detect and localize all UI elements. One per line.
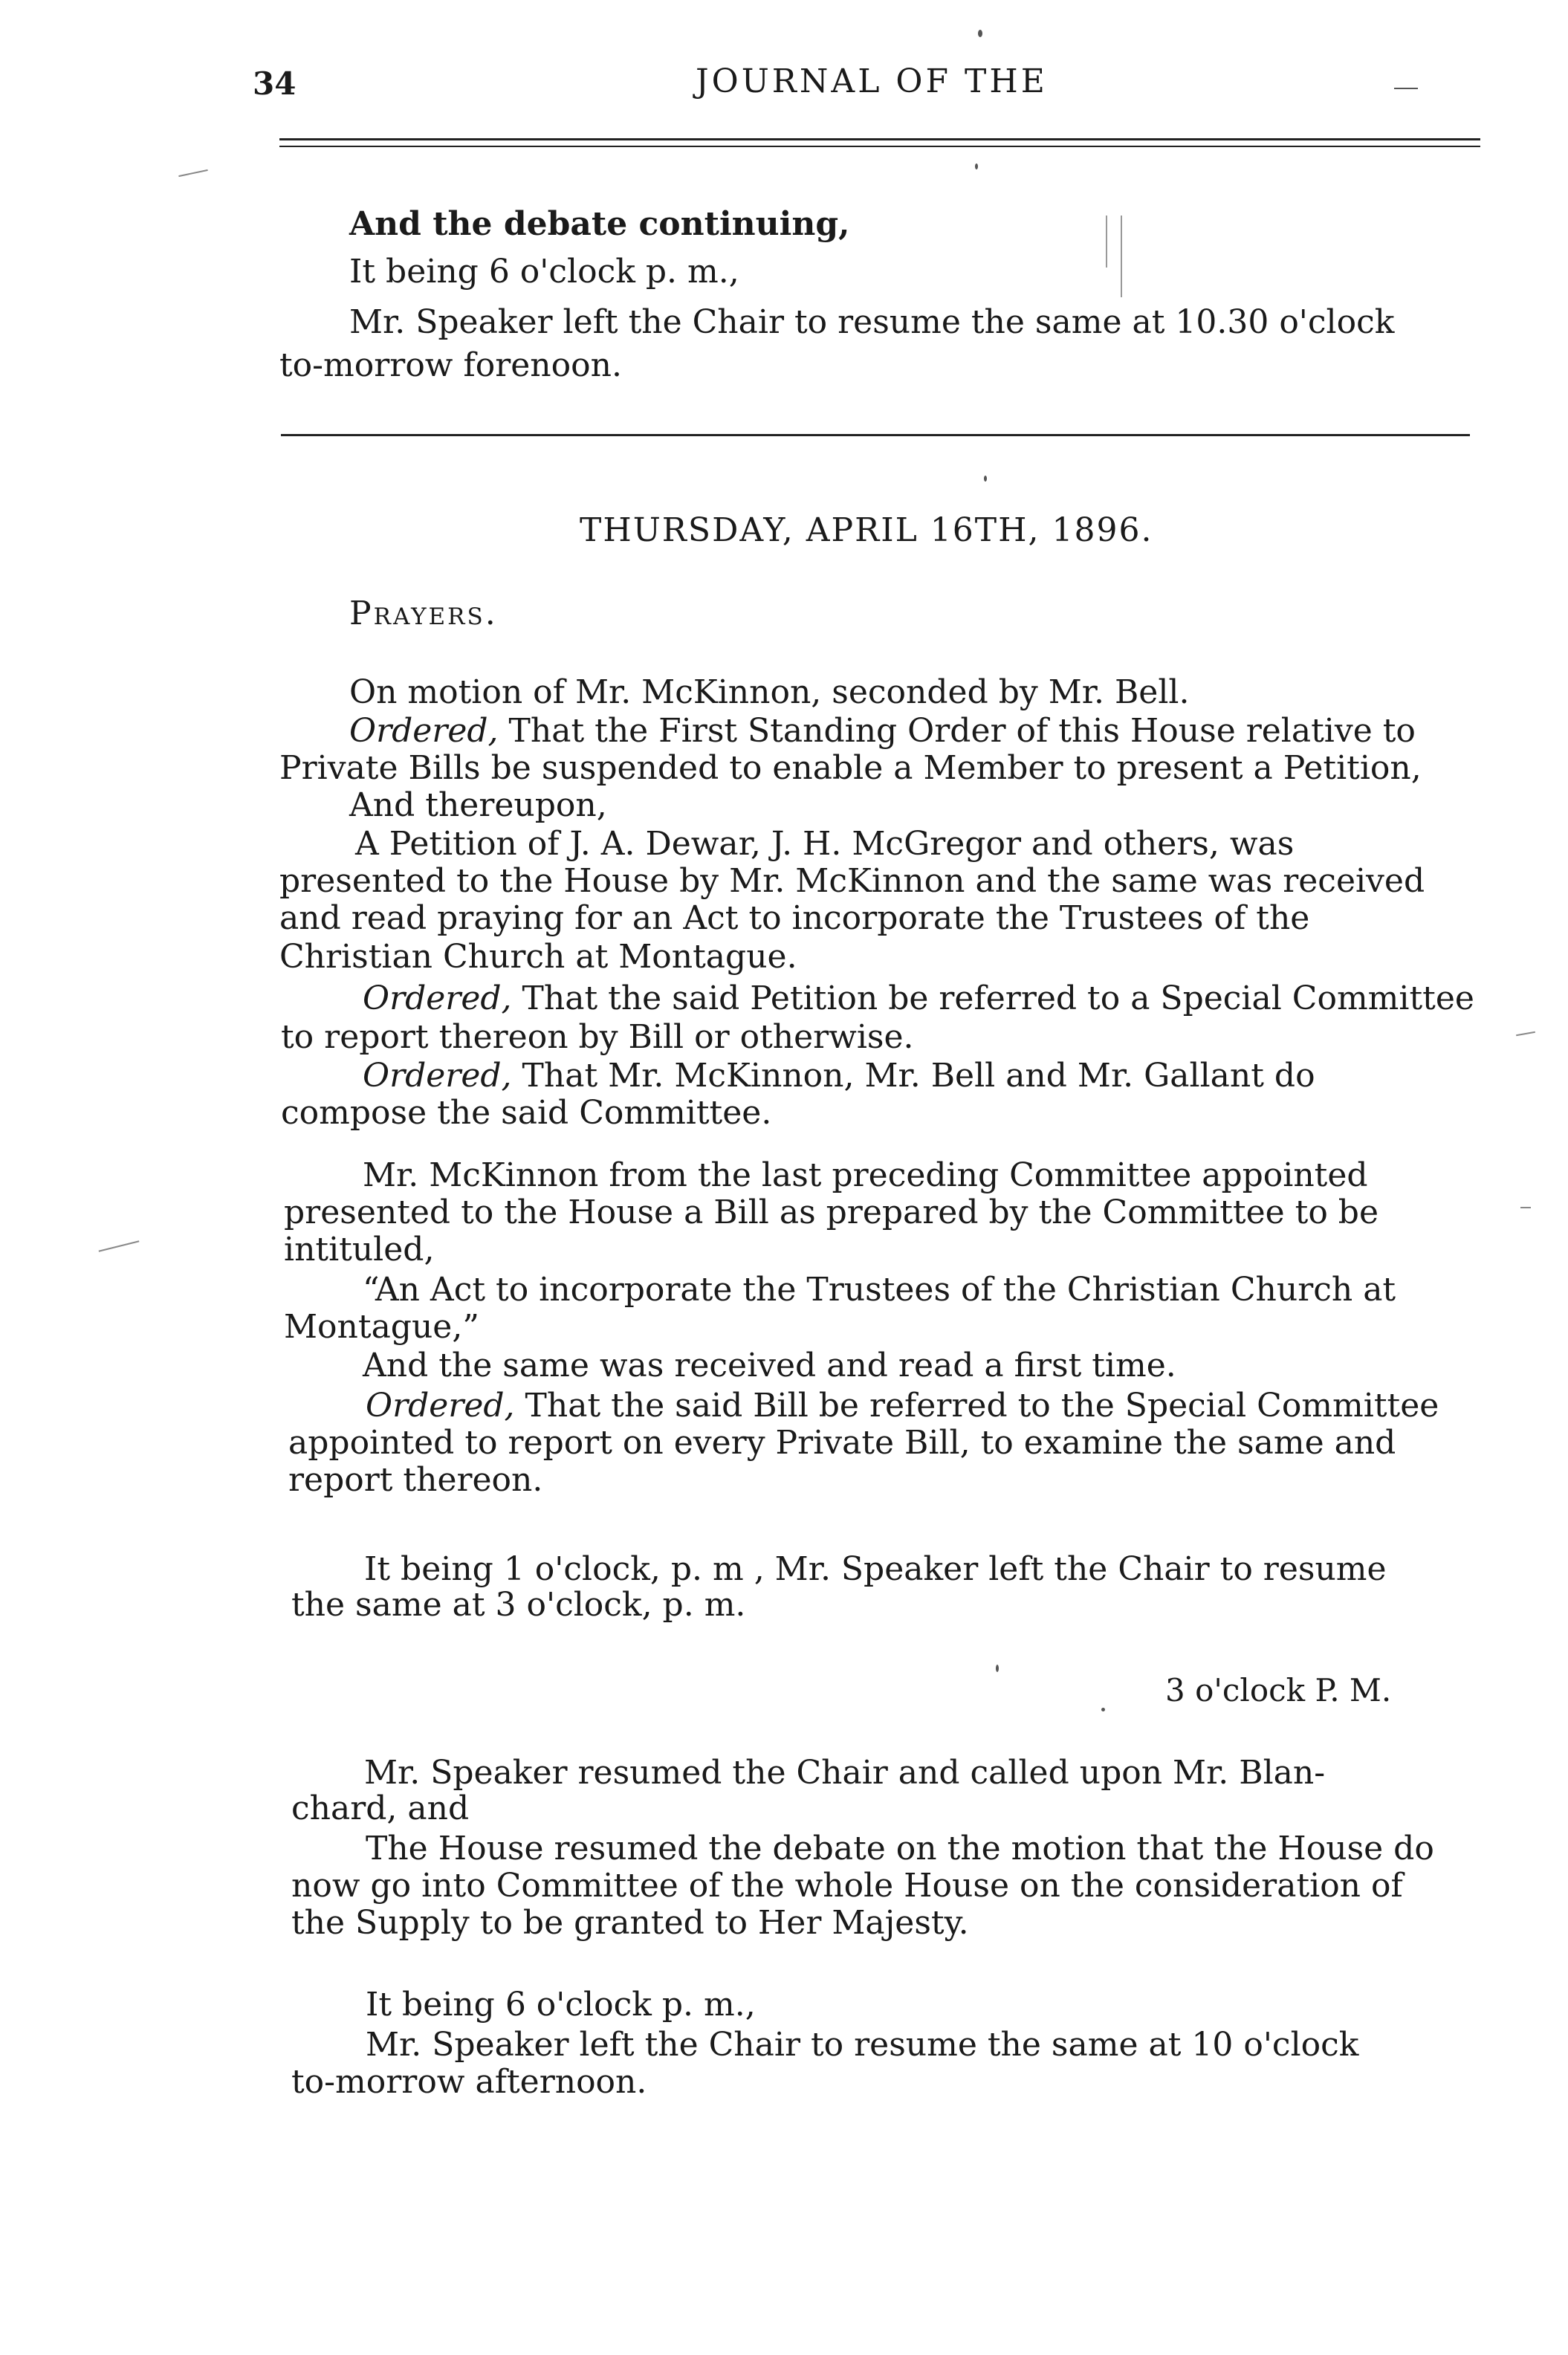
- ordered-word: Ordered,: [363, 1057, 512, 1095]
- motion-ordered-2: [363, 979, 1474, 1018]
- prayers-label: Prayers.: [349, 595, 498, 632]
- afternoon-line-5: the Supply to be granted to Her Majesty.: [291, 1904, 969, 1942]
- bill-line-5: Montague,”: [284, 1308, 479, 1346]
- scan-speck: [996, 1665, 999, 1672]
- scan-mark: [99, 1240, 140, 1251]
- opening-line-2: It being 6 o'clock p. m.,: [349, 253, 739, 291]
- motion-line-5: A Petition of J. A. Dewar, J. H. McGregor and others, was: [355, 825, 1295, 863]
- scan-speck: [978, 30, 982, 37]
- header-rule-bottom: [279, 146, 1480, 147]
- recess-line-2: the same at 3 o'clock, p. m.: [291, 1586, 746, 1624]
- afternoon-line-4: now go into Committee of the whole House on the consideration of: [291, 1867, 1403, 1905]
- bill-ordered: [366, 1387, 1439, 1425]
- bill-line-3: intituled,: [284, 1231, 435, 1269]
- closing-line-1: It being 6 o'clock p. m.,: [366, 1986, 756, 2024]
- page-number: 34: [253, 65, 297, 102]
- opening-line-4: to-morrow forenoon.: [279, 346, 622, 384]
- section-divider: [281, 434, 1470, 436]
- motion-line-6: presented to the House by Mr. McKinnon and the same was received: [279, 862, 1425, 900]
- ordered-text: That Mr. McKinnon, Mr. Bell and Mr. Gallant do: [522, 1057, 1315, 1095]
- closing-line-3: to-morrow afternoon.: [291, 2063, 647, 2101]
- ordered-text: That the said Bill be referred to the Special Committee: [525, 1387, 1439, 1425]
- bill-line-8: appointed to report on every Private Bill, to examine the same and: [288, 1424, 1396, 1462]
- motion-line-4: And thereupon,: [349, 786, 607, 824]
- ordered-text: That the First Standing Order of this House relative to: [508, 712, 1416, 750]
- bill-line-6: And the same was received and read a first time.: [363, 1347, 1176, 1384]
- recess-line-1: It being 1 o'clock, p. m , Mr. Speaker left the Chair to resume: [364, 1550, 1387, 1588]
- motion-line-12: compose the said Committee.: [281, 1094, 772, 1132]
- ordered-text: That the said Petition be referred to a Special Committee: [522, 979, 1474, 1017]
- scan-mark: [1121, 216, 1122, 297]
- motion-line-3: Private Bills be suspended to enable a Member to present a Petition,: [279, 749, 1422, 787]
- opening-line-3: Mr. Speaker left the Chair to resume the same at 10.30 o'clock: [349, 303, 1395, 341]
- bill-line-1: Mr. McKinnon from the last preceding Committee appointed: [363, 1156, 1368, 1194]
- afternoon-line-1: Mr. Speaker resumed the Chair and called upon Mr. Blan-: [364, 1754, 1326, 1792]
- bill-line-2: presented to the House a Bill as prepared by the Committee to be: [284, 1193, 1379, 1231]
- motion-ordered-3: [363, 1057, 1315, 1095]
- bill-line-4: “An Act to incorporate the Trustees of the Christian Church at: [363, 1271, 1396, 1309]
- motion-line-7: and read praying for an Act to incorporate the Trustees of the: [279, 899, 1310, 937]
- page-header-title: JOURNAL OF THE: [696, 62, 1048, 100]
- afternoon-time-heading: 3 o'clock P. M.: [1165, 1672, 1392, 1708]
- afternoon-line-2: chard, and: [291, 1789, 470, 1827]
- afternoon-line-3: The House resumed the debate on the motion that the House do: [366, 1830, 1434, 1868]
- ordered-word: Ordered,: [363, 979, 512, 1017]
- ordered-word: Ordered,: [366, 1387, 515, 1425]
- scan-mark: [1394, 88, 1418, 89]
- day-heading: THURSDAY, APRIL 16TH, 1896.: [580, 511, 1153, 549]
- scan-speck: [984, 476, 987, 482]
- scan-mark: [1520, 1207, 1531, 1208]
- scan-mark: [178, 169, 208, 177]
- scan-mark: [1516, 1031, 1535, 1036]
- ordered-word: Ordered,: [349, 712, 499, 750]
- scan-speck: [1101, 1708, 1105, 1711]
- motion-line-1: On motion of Mr. McKinnon, seconded by Mr. Bell.: [349, 673, 1190, 711]
- scan-speck: [975, 163, 978, 169]
- motion-line-8: Christian Church at Montague.: [279, 938, 797, 976]
- opening-line-1: And the debate continuing,: [349, 205, 850, 243]
- closing-line-2: Mr. Speaker left the Chair to resume the same at 10 o'clock: [366, 2026, 1359, 2064]
- bill-line-9: report thereon.: [288, 1461, 543, 1499]
- motion-line-10: to report thereon by Bill or otherwise.: [281, 1018, 914, 1056]
- header-rule-top: [279, 138, 1480, 140]
- scan-mark: [1106, 216, 1107, 268]
- motion-ordered-1: [349, 712, 1416, 751]
